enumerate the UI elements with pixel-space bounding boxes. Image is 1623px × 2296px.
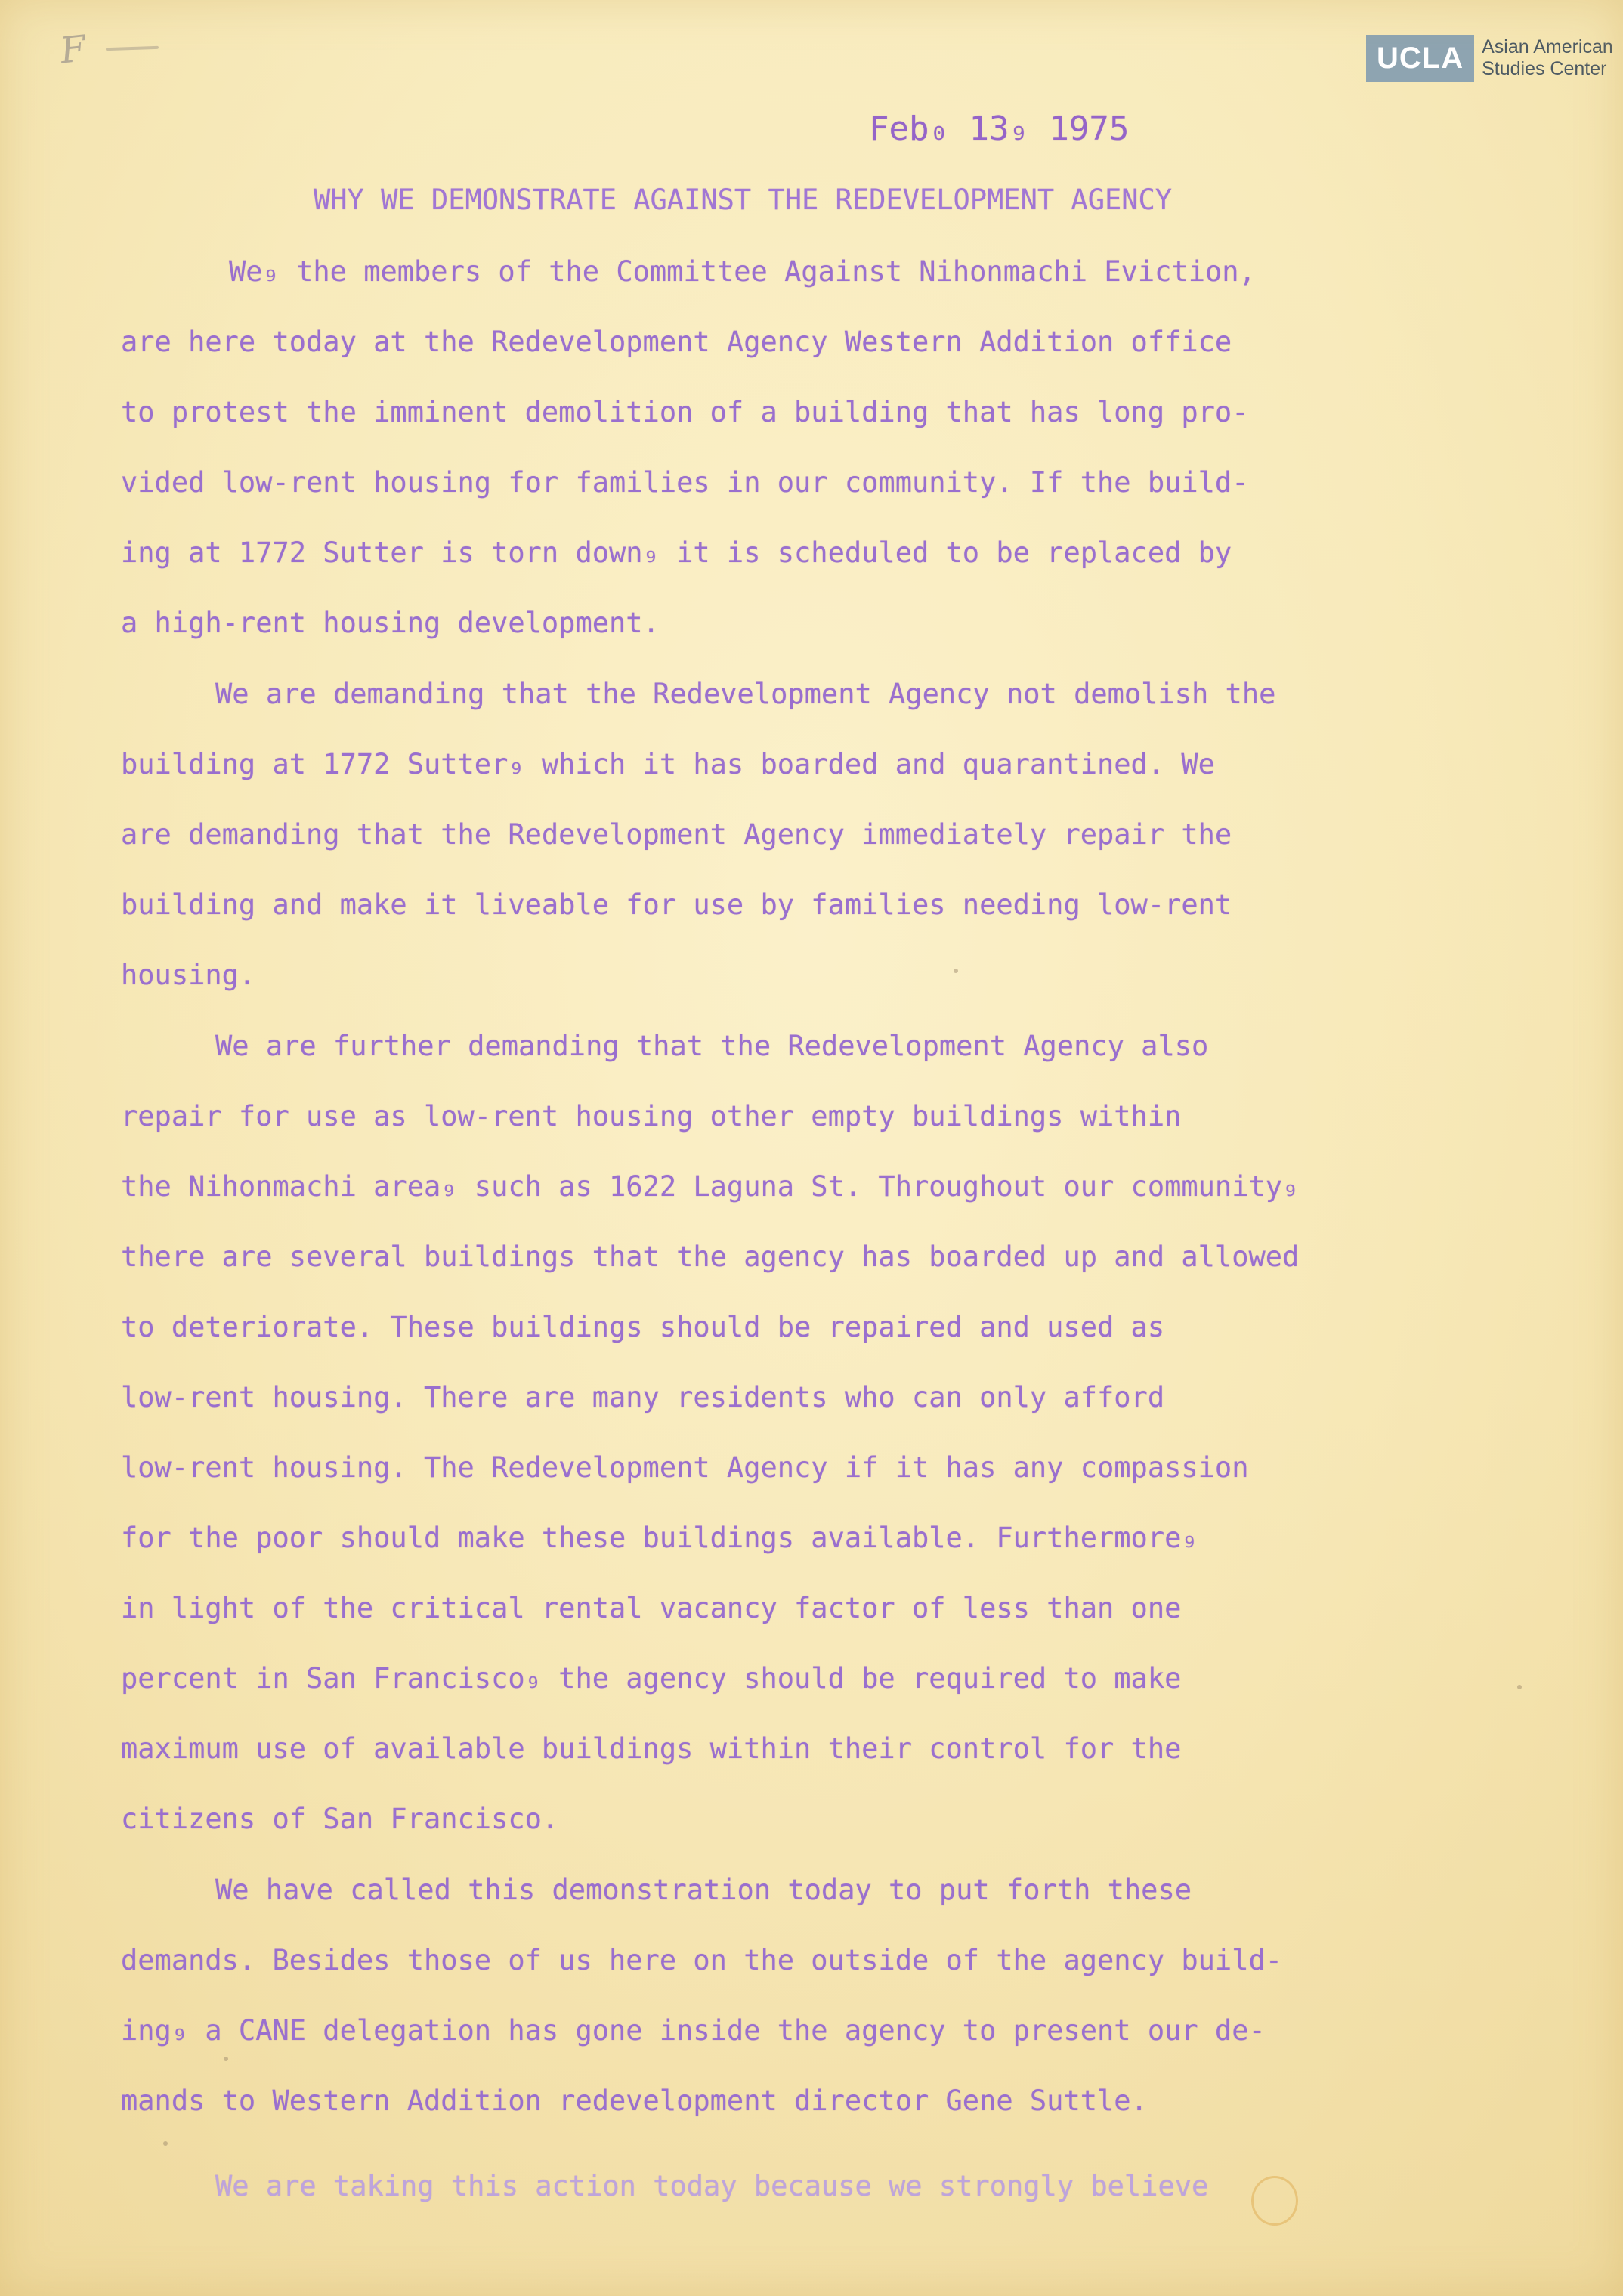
letter-date: Feb₀ 13₉ 1975	[869, 110, 1130, 148]
ucla-logo: UCLA	[1366, 35, 1474, 82]
body-line: ing at 1772 Sutter is torn down₉ it is scheduled to be replaced by	[121, 536, 1232, 569]
body-line: a high-rent housing development.	[121, 607, 660, 639]
body-line: there are several buildings that the agency has boarded up and allowed	[121, 1241, 1300, 1273]
pencil-dash-mark	[106, 46, 159, 51]
body-line: ing₉ a CANE delegation has gone inside the agency to present our de-	[121, 2014, 1266, 2047]
pencil-annotation: F	[58, 27, 88, 73]
body-line: are demanding that the Redevelopment Agency immediately repair the	[121, 818, 1232, 851]
badge-caption-line1: Asian American	[1482, 36, 1613, 57]
body-line: vided low-rent housing for families in our community. If the build-	[121, 466, 1249, 499]
body-line: are here today at the Redevelopment Agency Western Addition office	[121, 326, 1232, 358]
body-line: citizens of San Francisco.	[121, 1803, 559, 1835]
body-line: for the poor should make these buildings available. Furthermore₉	[121, 1522, 1198, 1554]
ink-circle-mark	[1251, 2176, 1298, 2226]
body-line: building and make it liveable for use by families needing low-rent	[121, 888, 1232, 921]
body-line: We are demanding that the Redevelopment Agency not demolish the	[215, 678, 1276, 710]
badge-caption	[1482, 36, 1613, 80]
paper-speck	[954, 969, 958, 973]
body-line: low-rent housing. The Redevelopment Agency if it has any compassion	[121, 1451, 1249, 1484]
body-line: demands. Besides those of us here on the outside of the agency build-	[121, 1944, 1283, 1976]
paper-speck	[1517, 1685, 1522, 1689]
paper-speck	[163, 2141, 168, 2146]
letter-title: WHY WE DEMONSTRATE AGAINST THE REDEVELOPMENT AGENCY	[314, 184, 1173, 216]
paper-speck	[224, 2057, 228, 2061]
body-line: low-rent housing. There are many residents who can only afford	[121, 1381, 1165, 1414]
body-line: percent in San Francisco₉ the agency should be required to make	[121, 1662, 1182, 1695]
badge-caption-line2: Studies Center	[1482, 58, 1607, 79]
body-line: in light of the critical rental vacancy factor of less than one	[121, 1592, 1182, 1624]
body-line: mands to Western Addition redevelopment director Gene Suttle.	[121, 2084, 1148, 2117]
body-line: repair for use as low-rent housing other empty buildings within	[121, 1100, 1182, 1133]
archive-badge	[1366, 35, 1613, 82]
body-line-faded: We are taking this action today because we strongly believe	[215, 2170, 1209, 2202]
body-line: We₉ the members of the Committee Against Nihonmachi Eviction,	[229, 255, 1256, 288]
body-line: the Nihonmachi area₉ such as 1622 Laguna St. Throughout our community₉	[121, 1170, 1300, 1203]
body-line: to deteriorate. These buildings should be repaired and used as	[121, 1311, 1165, 1343]
body-line: to protest the imminent demolition of a building that has long pro-	[121, 396, 1249, 428]
body-line: We have called this demonstration today to put forth these	[215, 1874, 1192, 1906]
body-line: We are further demanding that the Redevelopment Agency also	[215, 1030, 1209, 1062]
body-line: housing.	[121, 959, 256, 991]
body-line: maximum use of available buildings within their control for the	[121, 1732, 1182, 1765]
body-line: building at 1772 Sutter₉ which it has boarded and quarantined. We	[121, 748, 1215, 780]
